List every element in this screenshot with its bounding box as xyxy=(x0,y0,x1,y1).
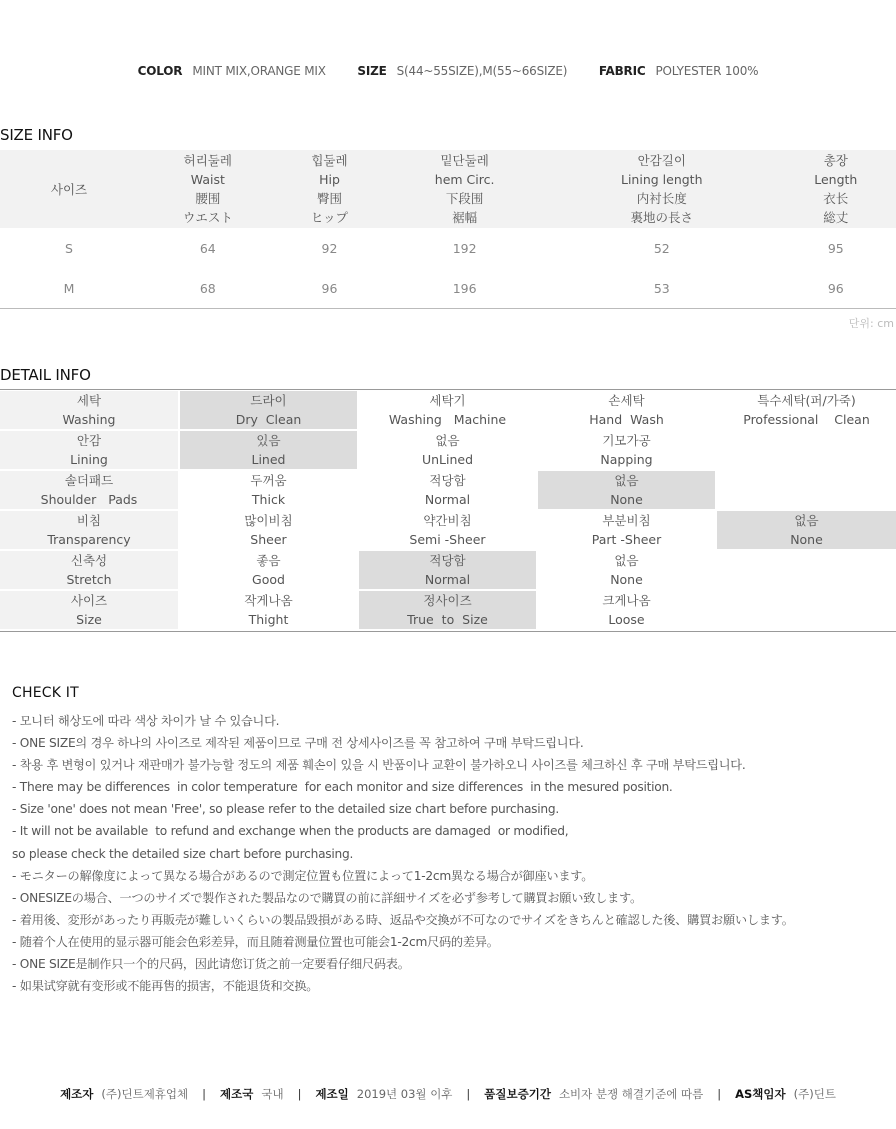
fabric-value: POLYESTER 100% xyxy=(655,64,759,78)
header-en: Length xyxy=(814,172,858,187)
detail-label-en: Loose xyxy=(608,612,645,627)
detail-option xyxy=(359,431,536,469)
detail-option xyxy=(538,391,715,429)
header-ja: 裾幅 xyxy=(452,210,478,225)
footer-value: (주)딘트 xyxy=(793,1087,836,1101)
detail-label-en: Washing Machine xyxy=(388,412,507,427)
detail-label-ko: 없음 xyxy=(614,553,639,568)
detail-category-cell xyxy=(0,591,178,629)
detail-label-en: None xyxy=(790,532,823,547)
value-cell: 192 xyxy=(452,240,477,256)
detail-label-ko: 손세탁 xyxy=(608,393,645,408)
size-cell: S xyxy=(65,240,73,256)
detail-label-ko: 드라이 xyxy=(250,393,287,408)
footer-label: 제조국 xyxy=(220,1087,254,1101)
detail-option xyxy=(180,471,357,509)
header-ja: ウエスト xyxy=(182,210,233,225)
detail-label-ko: 정사이즈 xyxy=(423,593,472,608)
detail-label-ko: 많이비침 xyxy=(244,513,293,528)
header-en: Lining length xyxy=(621,172,703,187)
value-cell: 68 xyxy=(138,268,278,309)
detail-category-cell xyxy=(0,391,178,429)
header-ko: 밑단둘레 xyxy=(440,153,489,168)
product-footer xyxy=(0,1086,896,1102)
detail-label-en: Shoulder Pads xyxy=(40,492,138,507)
detail-label-en: Dry Clean xyxy=(235,412,302,427)
length-header xyxy=(776,150,896,228)
detail-label-ko: 좋음 xyxy=(256,553,281,568)
detail-option xyxy=(538,551,715,589)
detail-option xyxy=(359,511,536,549)
detail-label-ko: 없음 xyxy=(614,473,639,488)
footer-label: 제조자 xyxy=(60,1087,94,1101)
detail-label-ko: 세탁 xyxy=(76,393,102,408)
header-ko: 허리둘레 xyxy=(183,153,232,168)
header-en: Hip xyxy=(319,172,340,187)
detail-label-ko: 있음 xyxy=(256,433,281,448)
check-it-line: - It will not be available to refund and exchange when the products are damaged or modified, xyxy=(12,824,569,839)
detail-label-en: Normal xyxy=(424,492,471,507)
size-table-header xyxy=(0,150,896,228)
value-cell: 64 xyxy=(199,240,216,256)
detail-option-selected xyxy=(538,471,715,509)
detail-row xyxy=(0,471,896,511)
detail-option xyxy=(538,591,715,629)
detail-label-ko: 부분비침 xyxy=(602,513,651,528)
detail-option-selected xyxy=(359,551,536,589)
header-ko: 총장 xyxy=(823,153,848,168)
size-label: SIZE xyxy=(357,64,387,78)
detail-option xyxy=(717,471,896,509)
header-en: Waist xyxy=(190,172,225,187)
check-it-line: - 随着个人在使用的显示器可能会色彩差异，而且随着测量位置也可能会1-2cm尺码的差异。 xyxy=(12,934,499,949)
check-it-line: - ONE SIZE是制作只一个的尺码，因此请您订货之前一定要看仔细尺码表。 xyxy=(12,957,410,972)
detail-option xyxy=(359,391,536,429)
check-it-line: - 착용 후 변형이 있거나 재판매가 불가능할 정도의 제품 훼손이 있을 시 반품이나 교환이 불가하오니 사이즈를 체크하신 후 구매 부탁드립니다. xyxy=(12,758,746,773)
detail-label-en: Lining xyxy=(70,452,108,467)
detail-label-en: Napping xyxy=(600,452,653,467)
size-cell: M xyxy=(0,268,138,309)
header-zh: 腰围 xyxy=(195,191,221,206)
detail-label-en: Washing xyxy=(62,412,116,427)
detail-label-ko: 기모가공 xyxy=(602,433,651,448)
detail-label-en: Semi -Sheer xyxy=(409,532,486,547)
footer-separator: | xyxy=(202,1087,207,1101)
detail-label-en: Size xyxy=(76,612,102,627)
detail-row xyxy=(0,391,896,431)
detail-label-en: Sheer xyxy=(250,532,287,547)
check-it-title: CHECK IT xyxy=(12,685,79,701)
hip-header xyxy=(278,150,382,228)
detail-row xyxy=(0,431,896,471)
detail-row xyxy=(0,551,896,591)
detail-option xyxy=(717,551,896,589)
detail-option xyxy=(359,471,536,509)
detail-option xyxy=(180,551,357,589)
header-zh: 内衬长度 xyxy=(636,191,687,206)
check-it-line: - 모니터 해상도에 따라 색상 차이가 날 수 있습니다. xyxy=(12,714,280,728)
hem-header xyxy=(381,150,548,228)
detail-option xyxy=(180,591,357,629)
detail-label-ko: 안감 xyxy=(76,433,102,448)
header-ja: 総丈 xyxy=(823,210,849,225)
detail-label-ko: 적당함 xyxy=(429,473,466,488)
detail-label-ko: 적당함 xyxy=(429,553,466,568)
detail-label-en: True to Size xyxy=(407,612,488,627)
detail-label-en: Hand Wash xyxy=(589,412,664,427)
product-spec-line xyxy=(0,64,896,78)
header-ja: 裏地の長さ xyxy=(630,210,694,225)
detail-category-cell xyxy=(0,511,178,549)
detail-option-selected xyxy=(717,511,896,549)
value-cell: 96 xyxy=(776,268,896,309)
check-it-list xyxy=(12,710,892,997)
footer-label: 제조일 xyxy=(315,1087,349,1101)
unit-note: 단위: cm xyxy=(848,317,894,330)
detail-option-selected xyxy=(180,391,357,429)
detail-label-en: Stretch xyxy=(66,572,112,587)
footer-separator: | xyxy=(717,1087,722,1101)
detail-option xyxy=(717,591,896,629)
check-it-line: - モニターの解像度によって異なる場合があるので測定位置も位置によって1-2cm異なる場合が御座います。 xyxy=(12,868,594,883)
detail-option xyxy=(717,431,896,469)
detail-label-ko: 두꺼움 xyxy=(250,473,287,488)
detail-label-ko: 작게나옴 xyxy=(244,593,293,608)
check-it-line: - ONE SIZE의 경우 하나의 사이즈로 제작된 제품이므로 구매 전 상세사이즈를 꼭 참고하여 구매 부탁드립니다. xyxy=(12,736,584,751)
footer-separator: | xyxy=(466,1087,471,1101)
value-cell: 92 xyxy=(321,240,338,256)
detail-category-cell xyxy=(0,471,178,509)
detail-label-en: Thick xyxy=(251,492,286,507)
detail-label-en: Good xyxy=(252,572,285,587)
detail-label-ko: 솔더패드 xyxy=(64,473,114,488)
detail-label-ko: 비침 xyxy=(76,513,102,528)
table-row xyxy=(0,268,896,309)
footer-value: 2019년 03월 이후 xyxy=(356,1087,453,1101)
color-label: COLOR xyxy=(137,64,183,78)
detail-option-selected xyxy=(359,591,536,629)
value-cell: 196 xyxy=(381,268,548,309)
detail-row xyxy=(0,591,896,631)
check-it-line: - There may be differences in color temperature for each monitor and size differences in the mesured position. xyxy=(12,780,673,795)
footer-value: 국내 xyxy=(261,1087,284,1101)
size-table xyxy=(0,150,896,309)
lining-length-header xyxy=(548,150,776,228)
value-cell: 95 xyxy=(827,240,844,256)
color-value: MINT MIX,ORANGE MIX xyxy=(192,64,326,78)
detail-label-ko: 특수세탁(퍼/가죽) xyxy=(757,393,856,408)
check-it-line: - 如果试穿就有变形或不能再售的损害，不能退货和交换。 xyxy=(12,979,319,994)
detail-grid xyxy=(0,389,896,632)
detail-label-en: Part -Sheer xyxy=(591,532,662,547)
footer-label: 품질보증기간 xyxy=(484,1087,551,1101)
detail-label-en: Professional Clean xyxy=(743,412,870,427)
detail-option xyxy=(538,511,715,549)
detail-info-title: DETAIL INFO xyxy=(0,366,91,384)
detail-category-cell xyxy=(0,551,178,589)
detail-category-cell xyxy=(0,431,178,469)
detail-option xyxy=(717,391,896,429)
detail-label-ko: 없음 xyxy=(794,513,819,528)
detail-label-ko: 세탁기 xyxy=(429,393,466,408)
header-zh: 衣长 xyxy=(823,191,849,206)
value-cell: 52 xyxy=(653,240,670,256)
detail-label-en: Lined xyxy=(251,452,286,467)
header-en: hem Circ. xyxy=(434,172,495,187)
fabric-label: FABRIC xyxy=(598,64,646,78)
header-zh: 臀围 xyxy=(316,191,342,206)
waist-header xyxy=(138,150,278,228)
detail-label-en: UnLined xyxy=(421,452,474,467)
check-it-line: - ONESIZEの場合、一つのサイズで製作された製品なので購買の前に詳細サイズを必ず参考して購買お願い致します。 xyxy=(12,890,642,905)
detail-label-en: None xyxy=(610,572,643,587)
value-cell: 96 xyxy=(278,268,382,309)
value-cell: 53 xyxy=(548,268,776,309)
detail-row xyxy=(0,511,896,551)
detail-label-en: None xyxy=(610,492,643,507)
header-zh: 下段围 xyxy=(445,191,484,206)
header-ko: 힙둘레 xyxy=(311,153,348,168)
detail-label-en: Transparency xyxy=(47,532,131,547)
size-header-cell: 사이즈 xyxy=(0,150,138,228)
detail-label-ko: 약간비침 xyxy=(423,513,472,528)
footer-label: AS책임자 xyxy=(735,1087,786,1101)
size-info-title: SIZE INFO xyxy=(0,126,73,144)
size-value: S(44~55SIZE),M(55~66SIZE) xyxy=(396,64,568,78)
detail-label-ko: 없음 xyxy=(435,433,460,448)
header-ko: 안감길이 xyxy=(637,153,686,168)
check-it-line: - Size 'one' does not mean 'Free', so please refer to the detailed size chart before purchasing. xyxy=(12,802,559,817)
footer-separator: | xyxy=(297,1087,302,1101)
check-it-line: - 着用後、変形があったり再販売が難しいくらいの製品毀損がある時、返品や交換が不可なのでサイズをきちんと確認した後、購買お願いします。 xyxy=(12,912,794,927)
footer-value: (주)딘트제휴업체 xyxy=(101,1087,189,1101)
detail-label-en: Thight xyxy=(248,612,289,627)
detail-option xyxy=(180,511,357,549)
table-row xyxy=(0,228,896,268)
detail-label-ko: 사이즈 xyxy=(70,593,108,608)
detail-option-selected xyxy=(180,431,357,469)
detail-option xyxy=(538,431,715,469)
detail-label-ko: 크게나옴 xyxy=(602,593,651,608)
detail-label-ko: 신축성 xyxy=(70,553,108,568)
header-ja: ヒップ xyxy=(310,210,349,225)
check-it-line: so please check the detailed size chart before purchasing. xyxy=(12,846,354,861)
footer-value: 소비자 분쟁 해결기준에 따름 xyxy=(558,1087,704,1101)
detail-label-en: Normal xyxy=(424,572,471,587)
